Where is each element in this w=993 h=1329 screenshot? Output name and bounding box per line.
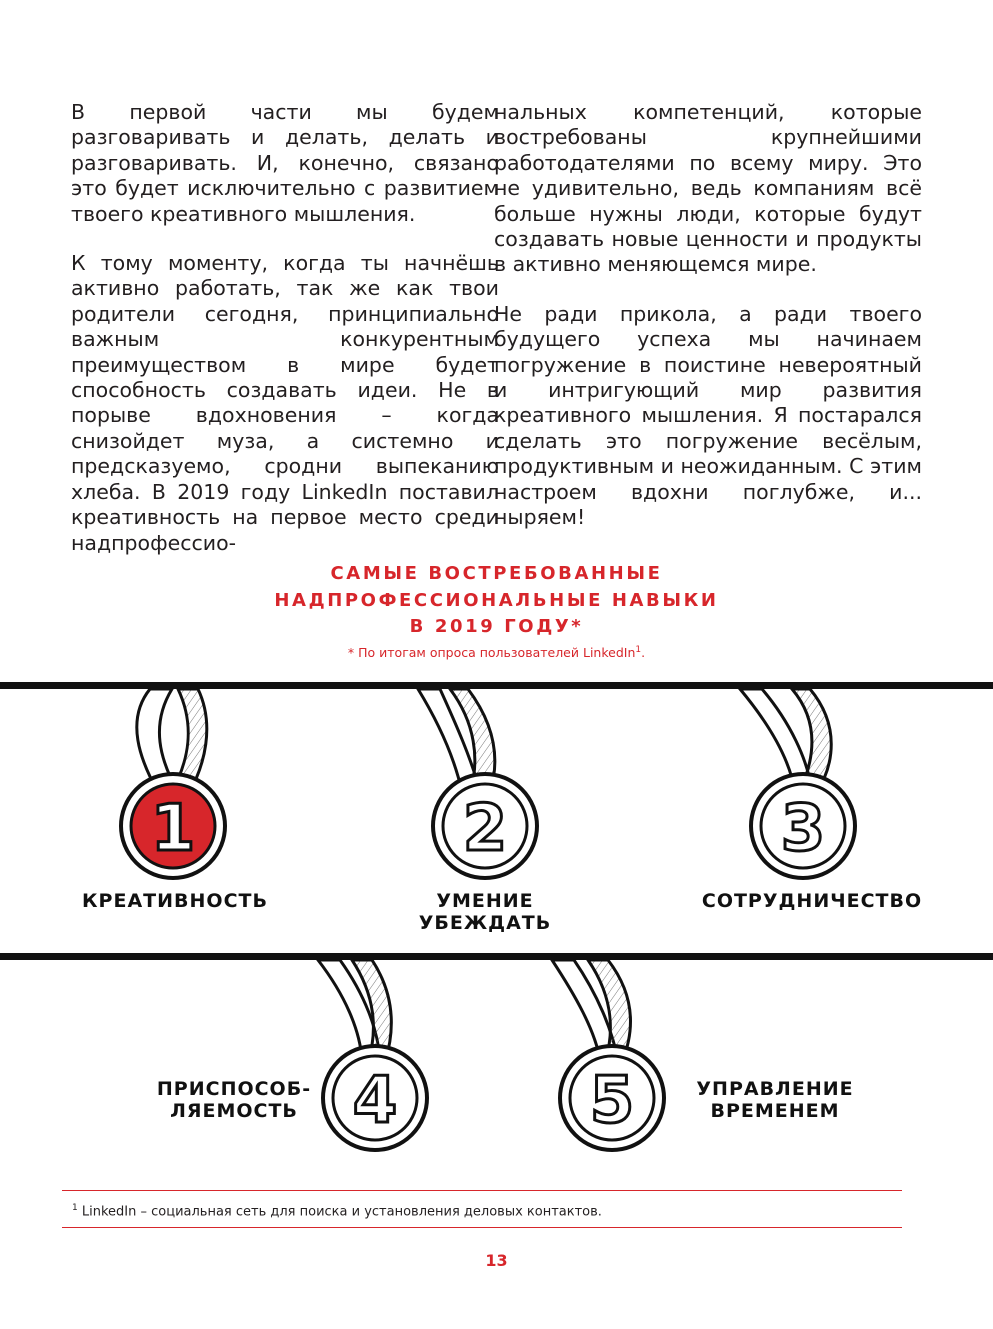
medal-number: 1 — [150, 792, 196, 866]
medal-3 — [740, 689, 855, 878]
medal-number: 5 — [589, 1064, 635, 1138]
medal-5 — [552, 960, 664, 1150]
page-number: 13 — [485, 1251, 508, 1270]
medal-1 — [121, 689, 225, 878]
section-subtitle: * По итогам опроса пользователей LinkedIn$^1$. — [347, 645, 646, 661]
footnote-mark: 1 — [635, 645, 642, 655]
medal-number: 3 — [780, 792, 826, 866]
footnote-rule-top — [62, 1190, 902, 1191]
body-paragraph: нальных компетенций, которые востребованы крупнейшими работодателями по всему миру. Это не удивительно, ведь компаниям всё больше нужны люди, которые будут создавать новые ценности и продукты в активно меняющемся мире. — [494, 100, 922, 277]
body-paragraph: В первой части мы будем разговаривать и делать, делать и разговаривать. И, конечно, связано это будет исключительно с развитием твоего креативного мышления. — [71, 100, 499, 226]
skill-label-1: КРЕАТИВНОСТЬ — [82, 890, 268, 912]
section-title-line: САМЫЕ ВОСТРЕБОВАННЫЕ — [330, 563, 663, 584]
body-paragraph: К тому моменту, когда ты начнёшь активно работать, так же как твои родители сегодня, принципиально важным конкурентным преимуществом в мире будет способность создавать идеи. Не в порыве вдохновения – когда снизойдет муза, а системно и предсказуемо, сродни выпеканию хлеба. В 2019 году LinkedIn поставил креативность на первое место среди надпрофессио- — [71, 251, 499, 555]
medal-2 — [418, 689, 537, 878]
body-paragraph: Не ради прикола, а ради твоего будущего успеха мы начинаем погружение в поистине невероятный и интригующий мир развития креативного мышления. Я постарался сделать это погружение весёлым, продуктивным и неожиданным. С этим настроем вдохни поглубже, и... ныряем! — [494, 301, 922, 530]
skill-label-5: УПРАВЛЕНИЕ ВРЕМЕНЕМ — [696, 1078, 854, 1122]
footnote: $^1$ LinkedIn – социальная сеть для поиска и установления деловых контактов. — [72, 1203, 602, 1220]
section-title-line: НАДПРОФЕССИОНАЛЬНЫЕ НАВЫКИ — [274, 589, 719, 611]
medal-number: 4 — [352, 1064, 398, 1138]
skill-label-4: ПРИСПОСОБ- ЛЯЕМОСТЬ — [156, 1078, 312, 1122]
footnote-rule-bottom — [62, 1227, 902, 1228]
medal-4 — [318, 960, 427, 1150]
medal-number: 2 — [462, 792, 508, 866]
footnote-mark: 1 — [72, 1203, 78, 1213]
skill-label-3: СОТРУДНИЧЕСТВО — [701, 890, 923, 912]
section-title-line: В 2019 ГОДУ* — [409, 616, 584, 637]
skill-label-2: УМЕНИЕ УБЕЖДАТЬ — [418, 890, 552, 934]
